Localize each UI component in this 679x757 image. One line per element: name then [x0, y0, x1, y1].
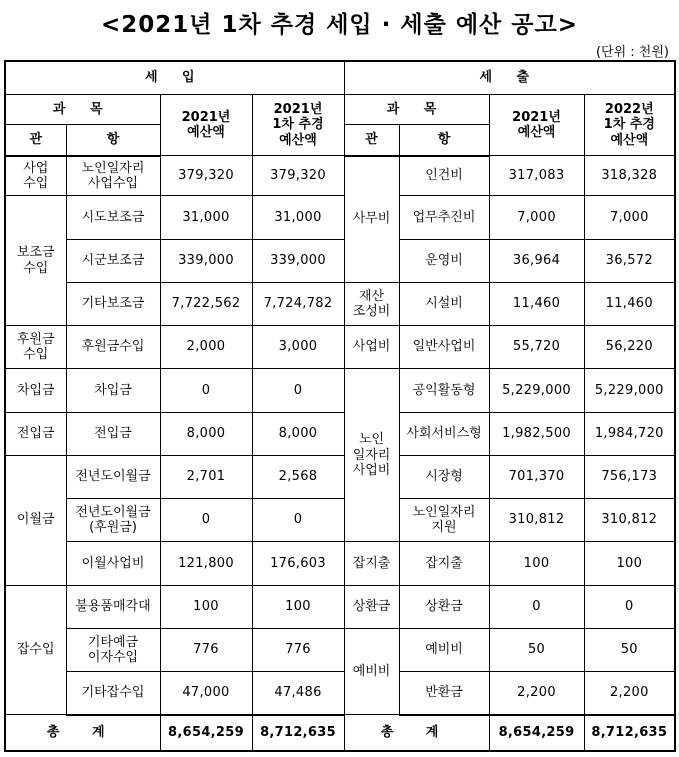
expense-supp: 11,460 — [584, 282, 675, 325]
revenue-gwan: 전입금 — [5, 412, 66, 455]
expense-supp: 7,000 — [584, 196, 675, 239]
revenue-hang: 시도보조금 — [66, 196, 160, 239]
revenue-budget: 379,320 — [160, 156, 252, 196]
expense-supp: 5,229,000 — [584, 369, 675, 412]
expense-hang-header: 항 — [399, 124, 489, 155]
revenue-budget: 47,000 — [160, 672, 252, 715]
expense-budget: 7,000 — [489, 196, 584, 239]
revenue-supp: 0 — [252, 499, 344, 542]
revenue-hang: 시군보조금 — [66, 239, 160, 282]
expense-hang: 상환금 — [399, 585, 489, 628]
revenue-gwan: 보조금 수입 — [5, 196, 66, 326]
expense-hang: 업무추진비 — [399, 196, 489, 239]
revenue-supp: 776 — [252, 628, 344, 671]
expense-budget: 100 — [489, 542, 584, 585]
expense-supp: 50 — [584, 628, 675, 671]
expense-hang: 공익활동형 — [399, 369, 489, 412]
expense-budget: 0 — [489, 585, 584, 628]
expense-supp: 310,812 — [584, 499, 675, 542]
expense-budget: 310,812 — [489, 499, 584, 542]
revenue-hang: 기타예금 이자수입 — [66, 628, 160, 671]
expense-subject-header: 과 목 — [344, 94, 489, 124]
revenue-budget: 8,000 — [160, 412, 252, 455]
expense-supp: 318,328 — [584, 156, 675, 196]
expense-total-supp: 8,712,635 — [584, 715, 675, 751]
expense-supp: 2,200 — [584, 672, 675, 715]
expense-budget-header: 2021년 예산액 — [489, 94, 584, 155]
revenue-supp: 100 — [252, 585, 344, 628]
revenue-supp: 47,486 — [252, 672, 344, 715]
revenue-total-label: 총 계 — [5, 715, 160, 751]
revenue-supp: 176,603 — [252, 542, 344, 585]
revenue-hang: 전입금 — [66, 412, 160, 455]
revenue-supp: 8,000 — [252, 412, 344, 455]
expense-budget: 55,720 — [489, 326, 584, 369]
expense-budget: 11,460 — [489, 282, 584, 325]
expense-hang: 일반사업비 — [399, 326, 489, 369]
revenue-gwan: 이월금 — [5, 455, 66, 585]
expense-supp: 1,984,720 — [584, 412, 675, 455]
revenue-section-header: 세 입 — [5, 61, 344, 94]
expense-gwan: 재산 조성비 — [344, 282, 399, 325]
revenue-subject-header: 과 목 — [5, 94, 160, 124]
expense-budget: 2,200 — [489, 672, 584, 715]
expense-supp: 56,220 — [584, 326, 675, 369]
revenue-supp: 0 — [252, 369, 344, 412]
expense-gwan: 예비비 — [344, 628, 399, 715]
revenue-hang: 이월사업비 — [66, 542, 160, 585]
expense-hang: 시장형 — [399, 455, 489, 498]
revenue-hang: 전년도이월금 (후원금) — [66, 499, 160, 542]
revenue-hang: 노인일자리 사업수입 — [66, 156, 160, 196]
expense-supp: 36,572 — [584, 239, 675, 282]
revenue-supp: 2,568 — [252, 455, 344, 498]
revenue-budget: 339,000 — [160, 239, 252, 282]
expense-total-label: 총 계 — [344, 715, 489, 751]
expense-gwan: 잡지출 — [344, 542, 399, 585]
expense-hang: 인건비 — [399, 156, 489, 196]
expense-gwan: 사업비 — [344, 326, 399, 369]
revenue-supp-header: 2021년 1차 추경 예산액 — [252, 94, 344, 155]
revenue-hang: 기타잡수입 — [66, 672, 160, 715]
revenue-total-supp: 8,712,635 — [252, 715, 344, 751]
revenue-budget: 0 — [160, 499, 252, 542]
expense-budget: 50 — [489, 628, 584, 671]
expense-hang: 잡지출 — [399, 542, 489, 585]
expense-gwan: 상환금 — [344, 585, 399, 628]
revenue-hang: 기타보조금 — [66, 282, 160, 325]
expense-budget: 317,083 — [489, 156, 584, 196]
expense-budget: 36,964 — [489, 239, 584, 282]
revenue-budget: 2,000 — [160, 326, 252, 369]
revenue-supp: 3,000 — [252, 326, 344, 369]
expense-supp-header: 2022년 1차 추경 예산액 — [584, 94, 675, 155]
expense-hang: 노인일자리 지원 — [399, 499, 489, 542]
revenue-hang-header: 항 — [66, 124, 160, 155]
revenue-hang: 전년도이월금 — [66, 455, 160, 498]
expense-gwan: 사무비 — [344, 156, 399, 283]
expense-gwan-header: 관 — [344, 124, 399, 155]
revenue-budget: 7,722,562 — [160, 282, 252, 325]
revenue-gwan: 후원금 수입 — [5, 326, 66, 369]
expense-budget: 701,370 — [489, 455, 584, 498]
revenue-hang: 후원금수입 — [66, 326, 160, 369]
revenue-supp: 7,724,782 — [252, 282, 344, 325]
page-title: <2021년 1차 추경 세입 · 세출 예산 공고> — [101, 12, 578, 38]
revenue-hang: 차입금 — [66, 369, 160, 412]
revenue-gwan: 차입금 — [5, 369, 66, 412]
revenue-budget: 121,800 — [160, 542, 252, 585]
expense-hang: 시설비 — [399, 282, 489, 325]
expense-supp: 756,173 — [584, 455, 675, 498]
revenue-total-budget: 8,654,259 — [160, 715, 252, 751]
expense-section-header: 세 출 — [344, 61, 675, 94]
expense-hang: 예비비 — [399, 628, 489, 671]
revenue-budget: 31,000 — [160, 196, 252, 239]
revenue-budget: 100 — [160, 585, 252, 628]
expense-hang: 반환금 — [399, 672, 489, 715]
expense-supp: 100 — [584, 542, 675, 585]
revenue-gwan: 잡수입 — [5, 585, 66, 715]
revenue-supp: 31,000 — [252, 196, 344, 239]
expense-hang: 운영비 — [399, 239, 489, 282]
revenue-budget: 2,701 — [160, 455, 252, 498]
expense-gwan: 노인 일자리 사업비 — [344, 369, 399, 542]
revenue-supp: 379,320 — [252, 156, 344, 196]
expense-total-budget: 8,654,259 — [489, 715, 584, 751]
unit-note: (단위 : 천원) — [595, 45, 669, 60]
revenue-budget: 776 — [160, 628, 252, 671]
expense-supp: 0 — [584, 585, 675, 628]
revenue-budget-header: 2021년 예산액 — [160, 94, 252, 155]
revenue-supp: 339,000 — [252, 239, 344, 282]
revenue-gwan-header: 관 — [5, 124, 66, 155]
expense-hang: 사회서비스형 — [399, 412, 489, 455]
revenue-budget: 0 — [160, 369, 252, 412]
revenue-gwan: 사업 수입 — [5, 156, 66, 196]
expense-budget: 5,229,000 — [489, 369, 584, 412]
budget-table — [4, 60, 676, 752]
revenue-hang: 불용품매각대 — [66, 585, 160, 628]
expense-budget: 1,982,500 — [489, 412, 584, 455]
